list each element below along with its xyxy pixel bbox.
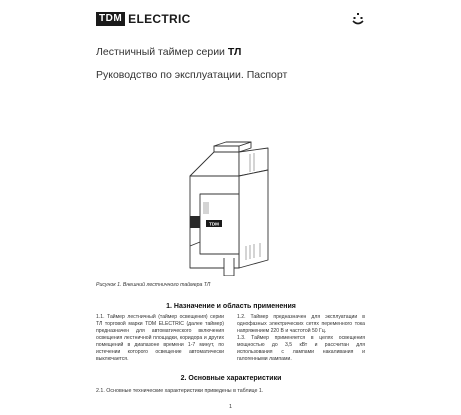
device-label: TDM (209, 221, 219, 227)
paragraph-1-1: 1.1. Таймер лестничный (таймер освещения) серии ТЛ торговой марки TDM ELECTRIC (далее таймер) предназначен для автоматического включения освещения лестничной площадки, коридора и других помещений в диапазоне времени 1-7 минут, по истечении которого освещение автоматически выключается. (96, 314, 224, 363)
title-prefix: Лестничный таймер серии (96, 46, 228, 58)
brand-logo (96, 12, 191, 26)
paragraph-1-2: 1.2. Таймер предназначен для эксплуатации в однофазных электрических сетях переменного тока напряжением 220 В и частотой 50 Гц. (237, 314, 365, 335)
smile-dots-icon (351, 12, 365, 26)
paragraph-1-3: 1.3. Таймер применяется в целях освещения мощностью до 3,5 кВт и рассчитан для использования с лампами накаливания и галогенными лампами. (237, 335, 365, 363)
section-heading-characteristics: 2. Основные характеристики (180, 375, 282, 382)
document-subtitle: Руководство по эксплуатации. Паспорт (96, 69, 288, 81)
text-column-right (237, 314, 365, 363)
title-series: ТЛ (227, 46, 242, 58)
figure-caption: Рисунок 1. Внешний лестничного таймера ТЛ (96, 282, 211, 288)
document-title (96, 46, 241, 58)
text-column-left (96, 314, 224, 363)
brand-box: TDM (96, 12, 125, 26)
section-heading-purpose: 1. Назначение и область применения (166, 303, 296, 310)
paragraph-2-1: 2.1. Основные технические характеристики приведены в таблице 1. (96, 388, 264, 394)
brand-word: ELECTRIC (128, 12, 191, 26)
device-illustration (176, 136, 286, 276)
page-number: 1 (229, 404, 233, 410)
